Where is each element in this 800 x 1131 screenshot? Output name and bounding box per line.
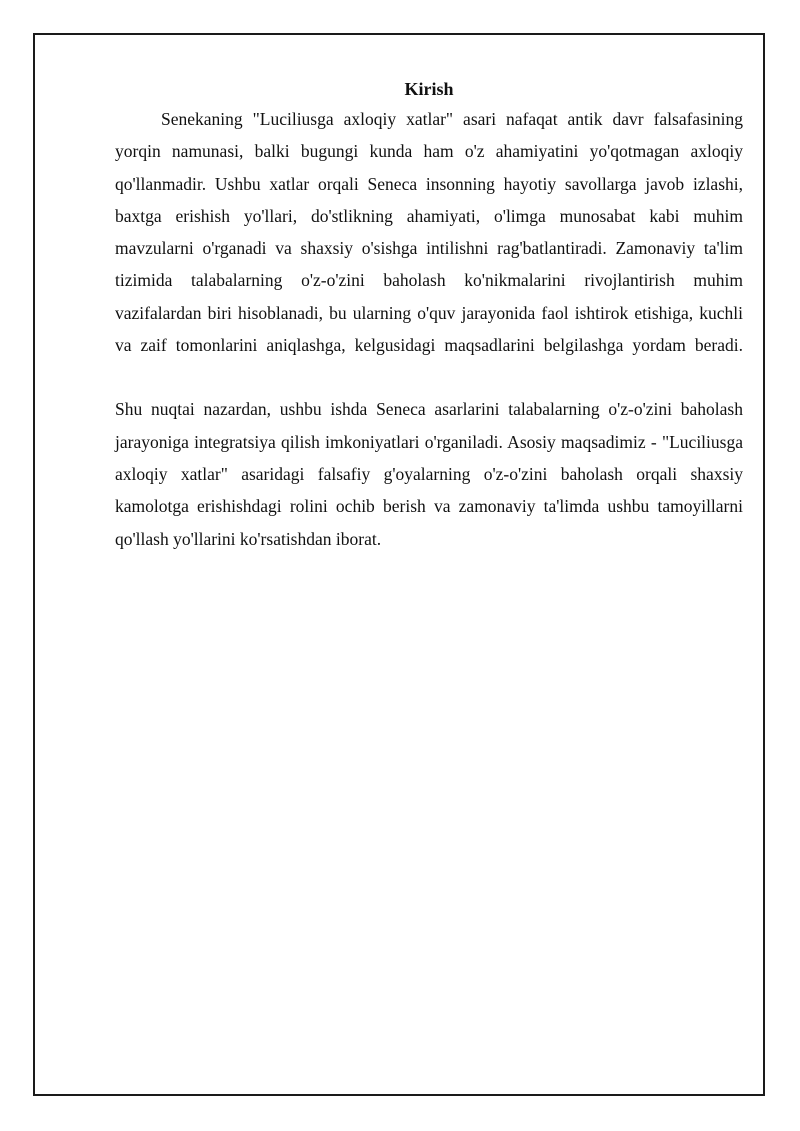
document-body — [115, 75, 743, 555]
document-title: Kirish — [404, 79, 454, 99]
paragraph-intro: Senekaning "Luciliusga axloqiy xatlar" asari nafaqat antik davr falsafasining yorqin namunasi, balki bugungi kunda ham o'z ahamiyatini yo'qotmagan axloqiy qo'llanmadir. Ushbu xatlar orqali Seneca insonning hayotiy savollarga javob izlashi, baxtga erishish yo'llari, do'stlikning ahamiyati, o'limga munosabat kabi muhim mavzularni o'rganadi va shaxsiy o'sishga intilishni rag'batlantiradi. Zamonaviy ta'lim tizimida talabalarning o'z-o'zini baholash ko'nikmalarini rivojlantirish muhim vazifalardan biri hisoblanadi, bu ularning o'quv jarayonida faol ishtirok etishiga, kuchli va zaif tomonlarini aniqlashga, kelgusidagi maqsadlarini belgilashga yordam beradi. — [115, 109, 743, 356]
paragraph-aim: Shu nuqtai nazardan, ushbu ishda Seneca asarlarini talabalarning o'z-o'zini baholash jarayoniga integratsiya qilish imkoniyatlari o'rganiladi. Asosiy maqsadimiz - "Luciliusga axloqiy xatlar" asaridagi falsafiy g'oyalarning o'z-o'zini baholash orqali shaxsiy kamolotga erishishdagi rolini ochib berish va zamonaviy ta'limda ushbu tamoyillarni qo'llash yo'llarini ko'rsatishdan iborat. — [115, 399, 743, 549]
paragraph-spacer — [115, 361, 743, 393]
